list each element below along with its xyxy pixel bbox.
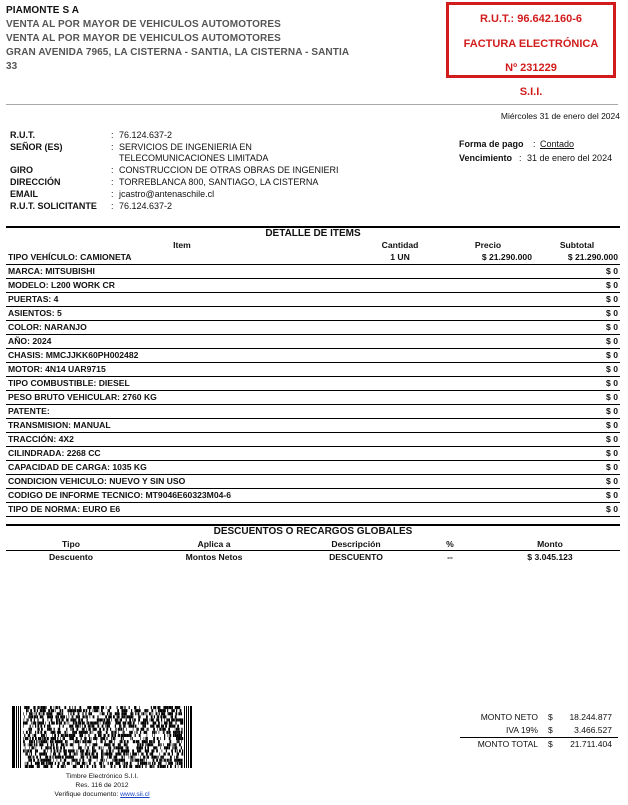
item-price [442,475,534,489]
item-quantity [358,321,442,335]
colon: : [519,153,522,163]
items-header-item: Item [173,240,191,250]
requester-rut-label: R.U.T. SOLICITANTE [10,201,97,211]
item-quantity [358,377,442,391]
discounts-title: DESCUENTOS O RECARGOS GLOBALES [6,525,620,538]
requester-rut: 76.124.637-2 [119,201,173,211]
item-subtotal: $ 0 [534,419,620,433]
document-rut: R.U.T.: 96.642.160-6 [479,13,583,25]
item-price [442,391,534,405]
item-row [6,377,620,391]
issue-date: Miércoles 31 de enero del 2024 [500,111,620,121]
item-subtotal: $ 0 [534,433,620,447]
item-price [442,349,534,363]
item-description: TRACCIÓN: 4X2 [6,433,358,447]
stamp-line-1: Timbre Electrónico S.I.I. [65,773,139,780]
item-quantity [358,461,442,475]
client-giro-label: GIRO [10,165,34,175]
item-price [442,377,534,391]
item-subtotal: $ 0 [534,489,620,503]
discounts-table [6,524,620,563]
item-description: TIPO VEHÍCULO: CAMIONETA [6,251,358,265]
iva-amount: 3.466.527 [574,725,612,735]
disc-applies: Montos Netos [185,552,243,562]
item-description: TRANSMISION: MANUAL [6,419,358,433]
iva-label: IVA 19% [506,725,538,735]
disc-desc: DESCUENTO [329,552,383,562]
item-subtotal: $ 21.290.000 [534,251,620,265]
colon: : [111,130,114,140]
disc-pct: -- [447,552,453,562]
disc-header-amount: Monto [537,539,563,549]
item-price [442,321,534,335]
item-subtotal: $ 0 [534,503,620,517]
item-price [442,335,534,349]
item-price [442,447,534,461]
colon: : [111,189,114,199]
item-description: TIPO COMBUSTIBLE: DIESEL [6,377,358,391]
item-row [6,489,620,503]
colon: : [111,142,114,152]
issuer-address: GRAN AVENIDA 7965, LA CISTERNA - SANTIA, LA CISTERNA - SANTIA [6,47,350,58]
item-quantity [358,503,442,517]
item-subtotal: $ 0 [534,335,620,349]
item-price [442,265,534,279]
item-price [442,461,534,475]
item-quantity [358,265,442,279]
item-subtotal: $ 0 [534,461,620,475]
item-description: PATENTE: [6,405,358,419]
colon: : [111,201,114,211]
item-subtotal: $ 0 [534,405,620,419]
item-row [6,503,620,517]
item-price [442,405,534,419]
item-price [442,363,534,377]
client-email-label: EMAIL [10,189,38,199]
iva-currency: $ [548,725,553,735]
item-quantity [358,475,442,489]
item-price [442,489,534,503]
item-description: AÑO: 2024 [6,335,358,349]
net-currency: $ [548,712,553,722]
colon: : [111,165,114,175]
item-row [6,391,620,405]
totals-block [460,711,618,751]
sii-link[interactable]: www.sii.cl [120,791,150,798]
client-giro: CONSTRUCCION DE OTRAS OBRAS DE INGENIERI [119,165,339,175]
item-price [442,503,534,517]
item-subtotal: $ 0 [534,377,620,391]
item-price [442,433,534,447]
item-row [6,419,620,433]
items-header-price: Precio [474,240,502,250]
payment-method: Contado [540,139,575,149]
item-description: COLOR: NARANJO [6,321,358,335]
issuer-name: PIAMONTE S A [6,5,80,16]
item-subtotal: $ 0 [534,307,620,321]
document-type: FACTURA ELECTRÓNICA [463,38,599,50]
item-description: CAPACIDAD DE CARGA: 1035 KG [6,461,358,475]
item-subtotal: $ 0 [534,265,620,279]
item-quantity [358,279,442,293]
item-quantity [358,419,442,433]
client-address: TORREBLANCA 800, SANTIAGO, LA CISTERNA [119,177,319,187]
item-quantity [358,307,442,321]
client-address-label: DIRECCIÓN [10,177,61,187]
item-quantity [358,293,442,307]
total-label: MONTO TOTAL [477,739,538,749]
items-table [6,226,620,517]
item-quantity [358,363,442,377]
item-quantity [358,391,442,405]
item-subtotal: $ 0 [534,475,620,489]
net-amount: 18.244.877 [569,712,612,722]
item-subtotal: $ 0 [534,321,620,335]
item-subtotal: $ 0 [534,293,620,307]
item-description: CILINDRADA: 2268 CC [6,447,358,461]
item-description: CONDICION VEHICULO: NUEVO Y SIN USO [6,475,358,489]
client-name-label: SEÑOR (ES) [10,142,63,152]
item-description: CHASIS: MMCJJKK60PH002482 [6,349,358,363]
client-rut-label: R.U.T. [10,130,36,140]
item-subtotal: $ 0 [534,447,620,461]
colon: : [533,139,536,149]
item-description: MARCA: MITSUBISHI [6,265,358,279]
item-description: MODELO: L200 WORK CR [6,279,358,293]
item-subtotal: $ 0 [534,363,620,377]
client-name-2: TELECOMUNICACIONES LIMITADA [119,153,269,163]
item-description: MOTOR: 4N14 UAR9715 [6,363,358,377]
colon: : [111,177,114,187]
item-quantity [358,489,442,503]
client-rut: 76.124.637-2 [119,130,173,140]
item-row [6,447,620,461]
items-header-qty: Cantidad [381,240,419,250]
electronic-stamp-barcode [12,706,192,768]
issuer-activity-2: VENTA AL POR MAYOR DE VEHICULOS AUTOMOTORES [6,33,281,44]
item-quantity [358,349,442,363]
items-title: DETALLE DE ITEMS [265,228,361,239]
issuer-address-2: 33 [6,61,18,72]
total-currency: $ [548,739,553,749]
item-row [6,293,620,307]
item-row [6,433,620,447]
item-row [6,251,620,265]
items-body [6,251,620,517]
item-description: CODIGO DE INFORME TECNICO: MT9046E60323M04-6 [6,489,358,503]
item-row [6,307,620,321]
document-number: Nº 231229 [505,62,557,74]
item-row [6,279,620,293]
item-row [6,363,620,377]
due-date-label: Vencimiento [459,153,513,163]
due-date: 31 de enero del 2024 [527,153,613,163]
issuer-activity-1: VENTA AL POR MAYOR DE VEHICULOS AUTOMOTORES [6,19,281,30]
item-row [6,265,620,279]
stamp-line-2: Res. 116 de 2012 [75,782,129,789]
item-quantity [358,405,442,419]
item-row [6,405,620,419]
item-row [6,321,620,335]
client-email: jcastro@antenaschile.cl [119,189,215,199]
item-quantity [358,335,442,349]
disc-header-pct: % [446,539,454,549]
item-price [442,419,534,433]
item-price [442,293,534,307]
item-subtotal: $ 0 [534,349,620,363]
disc-header-desc: Descripción [331,539,381,549]
item-row [6,475,620,489]
items-header-subtotal: Subtotal [559,240,595,250]
total-amount: 21.711.404 [570,739,612,749]
stamp-line-3 [12,790,192,799]
item-subtotal: $ 0 [534,391,620,405]
client-name-1: SERVICIOS DE INGENIERIA EN [119,142,252,152]
item-quantity [358,447,442,461]
item-row [6,461,620,475]
payment-method-label: Forma de pago [459,139,524,149]
disc-amount: $ 3.045.123 [527,552,573,562]
item-quantity: 1 UN [358,251,442,265]
item-price [442,279,534,293]
item-description: PUERTAS: 4 [6,293,358,307]
item-row [6,335,620,349]
disc-type: Descuento [49,552,93,562]
disc-header-type: Tipo [62,539,80,549]
stamp-verify-prefix: Verifique documento: [54,791,121,798]
item-description: TIPO DE NORMA: EURO E6 [6,503,358,517]
item-description: ASIENTOS: 5 [6,307,358,321]
item-description: PESO BRUTO VEHICULAR: 2760 KG [6,391,358,405]
item-subtotal: $ 0 [534,279,620,293]
item-price: $ 21.290.000 [442,251,534,265]
item-row [6,349,620,363]
item-price [442,307,534,321]
net-amount-label: MONTO NETO [480,712,538,722]
sii-label: S.I.I. [519,86,543,98]
disc-header-applies: Aplica a [197,539,231,549]
header-divider [6,104,618,105]
document-id-box [446,2,616,78]
item-quantity [358,433,442,447]
